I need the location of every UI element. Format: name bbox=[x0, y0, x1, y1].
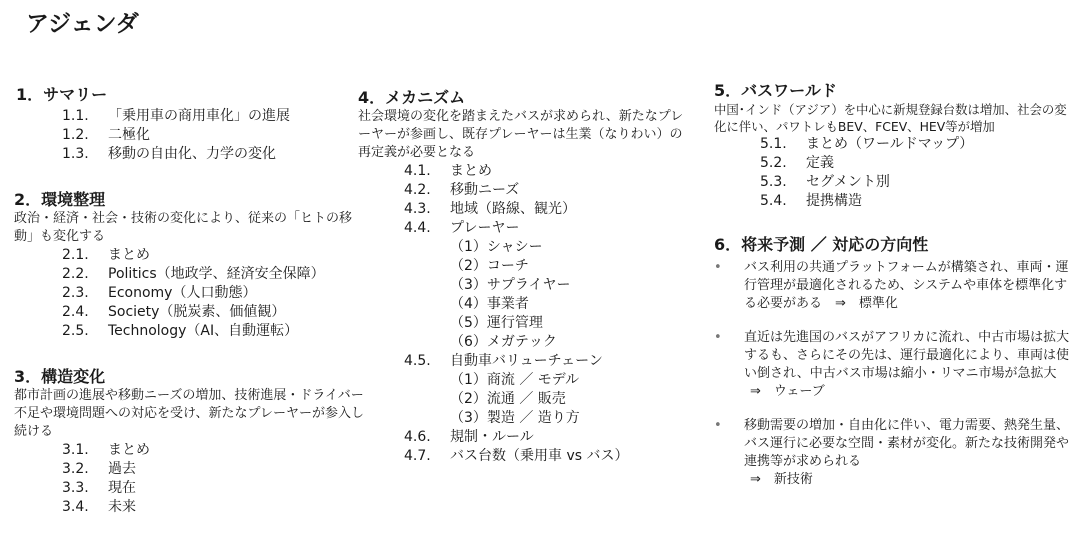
sub-list-item: （4）事業者 bbox=[450, 296, 529, 312]
section-busworld bbox=[714, 80, 1076, 211]
list-item: 4.6. 規制・ルール bbox=[404, 429, 534, 445]
list-item: 5.2. 定義 bbox=[760, 155, 834, 171]
list-item: 3.3. 現在 bbox=[62, 480, 136, 496]
list-item: 2.5. Technology（AI、自動運転） bbox=[62, 323, 299, 339]
list-item: 2.2. Politics（地政学、経済安全保障） bbox=[62, 266, 325, 282]
list-item: 1.2. 二極化 bbox=[62, 127, 150, 143]
list-item: 4.1. まとめ bbox=[404, 163, 492, 179]
section-heading: 5．バスワールド bbox=[714, 81, 837, 100]
list-item: 1.1. 「乗用車の商用車化」の進展 bbox=[62, 108, 290, 124]
list-item: 5.1. まとめ（ワールドマップ） bbox=[760, 136, 974, 152]
list-item: 5.4. 提携構造 bbox=[760, 193, 862, 209]
sub-list-item: （5）運行管理 bbox=[450, 315, 543, 331]
sub-list-item: （6）メガテック bbox=[450, 334, 557, 350]
sub-list-item: （1）商流 ／ モデル bbox=[450, 372, 580, 388]
list-item: 3.2. 過去 bbox=[62, 461, 136, 477]
section-environment bbox=[14, 189, 364, 341]
bullet-marker: • bbox=[714, 260, 722, 275]
section-description: 都市計画の進展や移動ニーズの増加、技術進展・ドライバー不足や環境問題への対応を受け、新たなプレーヤーが参入し続ける bbox=[14, 388, 364, 439]
list-item: 3.4. 未来 bbox=[62, 499, 136, 515]
section-structure-change bbox=[14, 366, 364, 517]
list-item: 4.5. 自動車バリューチェーン bbox=[404, 353, 603, 369]
list-item: 3.1. まとめ bbox=[62, 442, 150, 458]
list-item: 4.4. プレーヤー bbox=[404, 220, 520, 236]
section-description: 政治・経済・社会・技術の変化により、従来の「ヒトの移動」も変化する bbox=[14, 211, 353, 244]
section-heading: 4．メカニズム bbox=[358, 88, 466, 107]
list-item: 4.2. 移動ニーズ bbox=[404, 182, 520, 198]
list-item: 5.3. セグメント別 bbox=[760, 174, 890, 190]
sub-list-item: （2）コーチ bbox=[450, 258, 529, 274]
sub-list-item: （1）シャシー bbox=[450, 239, 543, 255]
conclusion-arrow: ⇒ 新技術 bbox=[750, 472, 813, 487]
bullet-item: • 移動需要の増加・自由化に伴い、電力需要、熱発生量、バス運行に必要な空間・素材が変化。新たな技術開発や連携等が求められる ⇒ 新技術 bbox=[714, 417, 1076, 489]
section-description: 社会環境の変化を踏まえたバスが求められ、新たなプレーヤーが参画し、既存プレーヤーは生業（なりわい）の再定義が必要となる bbox=[358, 109, 684, 160]
section-heading: 1．サマリー bbox=[16, 85, 108, 104]
list-item: 4.7. バス台数（乗用車 vs バス） bbox=[404, 448, 629, 464]
bullet-marker: • bbox=[714, 330, 722, 345]
sub-list-item: （3）サプライヤー bbox=[450, 277, 571, 293]
section-mechanism bbox=[358, 87, 694, 466]
section-description: 中国･インド（アジア）を中心に新規登録台数は増加、社会の変化に伴い、パワトレもBEV、FCEV、HEV等が増加 bbox=[714, 102, 1067, 134]
sub-list-item: （3）製造 ／ 造り方 bbox=[450, 410, 580, 426]
list-item: 4.3. 地域（路線、観光） bbox=[404, 201, 576, 217]
bullet-item: • 直近は先進国のバスがアフリカに流れ、中古市場は拡大するも、さらにその先は、運行最適化により、車両は使い倒され、中古バス市場は縮小・リマニ市場が急拡大 ⇒ ウェーブ bbox=[714, 329, 1076, 401]
section-heading: 3．構造変化 bbox=[14, 367, 106, 386]
sub-list-item: （2）流通 ／ 販売 bbox=[450, 391, 566, 407]
list-item: 1.3. 移動の自由化、力学の変化 bbox=[62, 146, 276, 162]
section-summary bbox=[16, 84, 346, 164]
section-heading: 6．将来予測 ／ 対応の方向性 bbox=[714, 235, 929, 254]
conclusion-arrow: ⇒ ウェーブ bbox=[750, 384, 825, 399]
bullet-marker: • bbox=[714, 418, 722, 433]
list-item: 2.4. Society（脱炭素、価値観） bbox=[62, 304, 286, 320]
bullet-item: • バス利用の共通プラットフォームが構築され、車両・運行管理が最適化されるため、システムや車体を標準化する必要がある ⇒ 標準化 bbox=[714, 260, 1069, 311]
section-heading: 2．環境整理 bbox=[14, 190, 106, 209]
list-item: 2.3. Economy（人口動態） bbox=[62, 285, 257, 301]
page-title: アジェンダ bbox=[26, 11, 139, 37]
section-forecast bbox=[714, 234, 1076, 489]
list-item: 2.1. まとめ bbox=[62, 247, 150, 263]
